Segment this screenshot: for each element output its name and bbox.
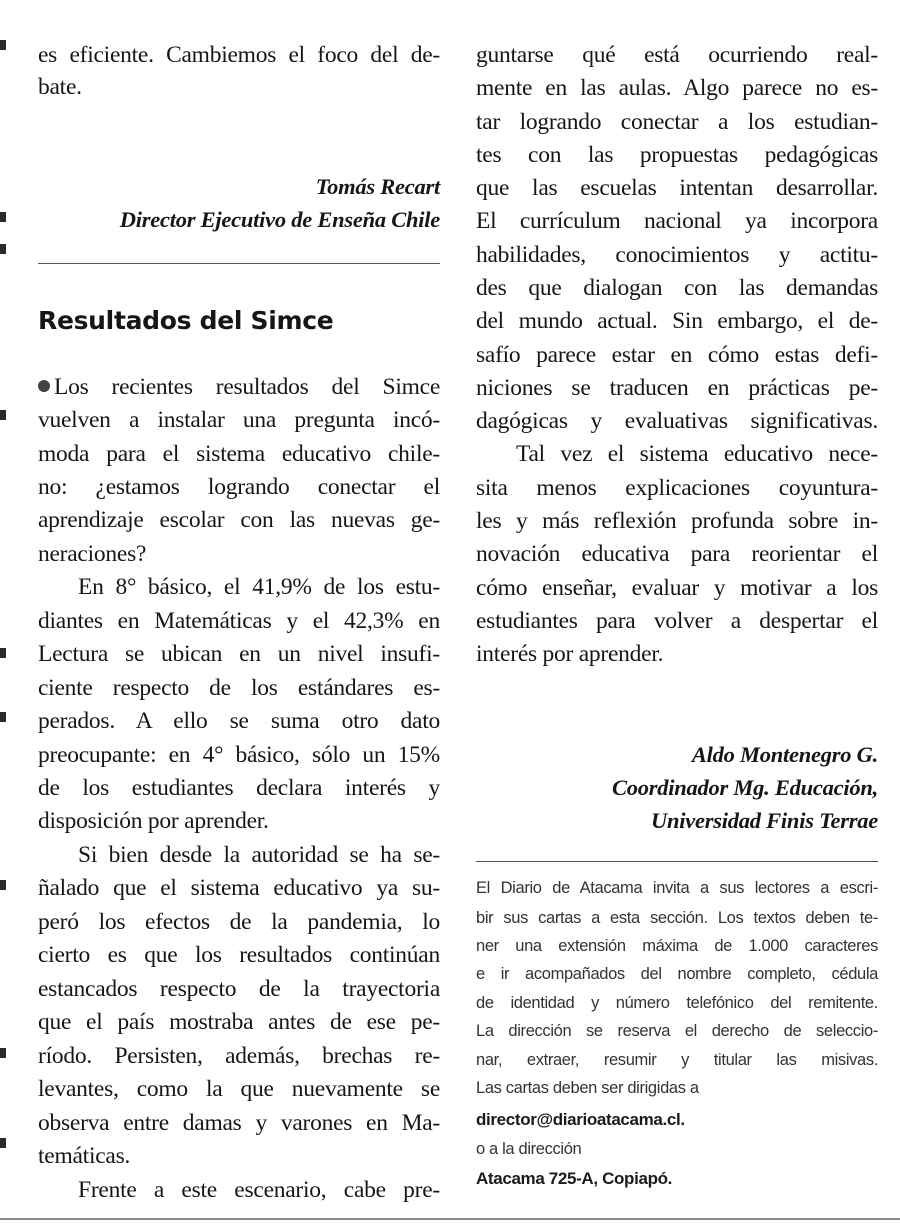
editorial-email-link[interactable]: director@diarioatacama.cl. (476, 1110, 685, 1129)
letter2-body-line: niciones se traducen en prácticas pe- (476, 375, 878, 401)
letter2-body-line: cierto es que los resultados continúan (38, 942, 440, 968)
letter2-body-line: mente en las aulas. Algo parece no es- (476, 75, 878, 101)
letter2-body-line: observa entre damas y varones en Ma- (38, 1110, 440, 1136)
scan-edge-mark (0, 40, 6, 50)
letter2-body-line: Lectura se ubican en un nivel insufi- (38, 641, 440, 667)
letter2-body-line: ciente respecto de los estándares es- (38, 675, 440, 701)
editorial-note-line: bir sus cartas a esta sección. Los textos deben te- (476, 909, 878, 927)
letter2-body-line: des que dialogan con las demandas (476, 275, 878, 301)
scan-edge-mark (0, 410, 6, 420)
letter2-body-line: interés por aprender. (476, 641, 664, 667)
letter2-body-line: Tal vez el sistema educativo nece- (516, 441, 878, 467)
editorial-note-line: Las cartas deben ser dirigidas a (476, 1079, 699, 1097)
letter2-body-line: safío parece estar en cómo estas defi- (476, 342, 878, 368)
editorial-note-line: e ir acompañados del nombre completo, cédula (476, 965, 878, 983)
letter2-body-line: El currículum nacional ya incorpora (476, 208, 878, 234)
scan-edge-mark (0, 880, 6, 890)
letter2-body-line: estudiantes para volver a despertar el (476, 608, 878, 634)
editorial-note-line: ner una extensión máxima de 1.000 caracteres (476, 937, 878, 955)
letter2-body-line: preocupante: en 4° básico, sólo un 15% (38, 742, 440, 768)
letter2-body-line: cómo enseñar, evaluar y motivar a los (476, 575, 878, 601)
letter1-closing-line: bate. (38, 74, 82, 100)
letter2-author-name: Aldo Montenegro G. (691, 742, 878, 767)
editorial-note-line: nar, extraer, resumir y titular las misivas. (476, 1051, 878, 1069)
letter2-body-line (38, 372, 440, 404)
letter2-body-line: moda para el sistema educativo chile- (38, 441, 440, 467)
scan-edge-mark (0, 1048, 6, 1058)
scan-edge-mark (0, 212, 6, 222)
letter2-body-line: tar logrando conectar a los estudian- (476, 109, 878, 135)
letter2-body-line: no: ¿estamos logrando conectar el (38, 474, 440, 500)
editorial-address: Atacama 725-A, Copiapó. (476, 1169, 673, 1188)
letter2-body-line: aprendizaje escolar con las nuevas ge- (38, 507, 440, 533)
letter2-body-line: tes con las propuestas pedagógicas (476, 142, 878, 168)
letter2-heading: Resultados del Simce (38, 306, 334, 335)
letter2-body-line: habilidades, conocimientos y actitu- (476, 242, 878, 268)
letter2-body-line: novación educativa para reorientar el (476, 541, 878, 567)
scan-edge-mark (0, 1138, 6, 1148)
letter2-body-line: que el país mostraba antes de ese pe- (38, 1009, 440, 1035)
letter2-body-line: En 8° básico, el 41,9% de los estu- (78, 574, 440, 600)
letter2-body-line: les y más reflexión profunda sobre in- (476, 508, 878, 534)
scan-edge-mark (0, 712, 6, 722)
letter2-body-line: levantes, como la que nuevamente se (38, 1076, 440, 1102)
letter-separator-rule (38, 263, 440, 264)
letter2-author-institution: Universidad Finis Terrae (651, 808, 878, 833)
letter2-body-line: diantes en Matemáticas y el 42,3% en (38, 608, 440, 634)
letter1-author-title: Director Ejecutivo de Enseña Chile (119, 207, 440, 232)
letter2-body-text: Los recientes resultados del Simce (54, 374, 440, 400)
letter2-body-line: temáticas. (38, 1143, 131, 1169)
letter2-author-title: Coordinador Mg. Educación, (611, 775, 878, 800)
editorial-note-rule (476, 861, 878, 862)
editorial-note-line: de identidad y número telefónico del remitente. (476, 994, 878, 1012)
letter1-author-name: Tomás Recart (315, 174, 440, 199)
letter2-body-line: del mundo actual. Sin embargo, el de- (476, 308, 878, 334)
editorial-address-intro: o a la dirección (476, 1140, 582, 1158)
scan-edge-mark (0, 244, 6, 254)
bullet-icon (38, 380, 50, 392)
letter2-body-line: neraciones? (38, 541, 147, 567)
editorial-note-line: La dirección se reserva el derecho de seleccio- (476, 1022, 878, 1040)
letter2-body-line: sita menos explicaciones coyuntura- (476, 475, 878, 501)
editorial-note-line: El Diario de Atacama invita a sus lectores a escri- (476, 879, 878, 897)
letter1-closing-line: es eficiente. Cambiemos el foco del de- (38, 42, 440, 68)
letter2-body-line: de los estudiantes declara interés y (38, 775, 440, 801)
letter2-body-line: que las escuelas intentan desarrollar. (476, 175, 878, 201)
letter2-body-line: perados. A ello se suma otro dato (38, 708, 440, 734)
letter2-body-line: Si bien desde la autoridad se ha se- (78, 842, 440, 868)
page-bottom-rule (0, 1218, 900, 1220)
letter2-body-line: estancados respecto de la trayectoria (38, 976, 440, 1002)
letter2-body-line: ríodo. Persisten, además, brechas re- (38, 1043, 440, 1069)
letter2-body-line: guntarse qué está ocurriendo real- (476, 42, 878, 68)
letter2-body-line: ñalado que el sistema educativo ya su- (38, 875, 440, 901)
letter2-body-line: peró los efectos de la pandemia, lo (38, 909, 440, 935)
letter2-body-line: Frente a este escenario, cabe pre- (78, 1177, 440, 1203)
letter2-body-line: vuelven a instalar una pregunta incó- (38, 407, 440, 433)
letter2-body-line: disposición por aprender. (38, 808, 269, 834)
scan-edge-mark (0, 648, 6, 658)
letter2-body-line: dagógicas y evaluativas significativas. (476, 408, 878, 434)
